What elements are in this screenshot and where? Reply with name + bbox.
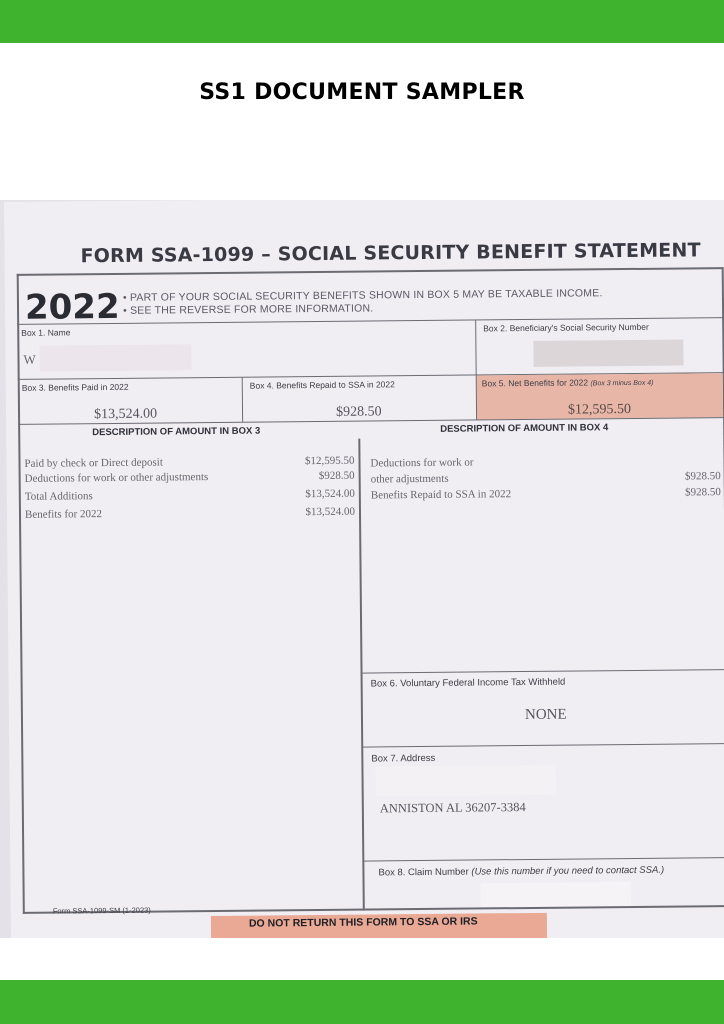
- box6-value: NONE: [524, 706, 567, 724]
- tax-year: 2022: [24, 286, 120, 328]
- bottom-green-band: [0, 980, 724, 1024]
- name-redaction: [39, 344, 191, 371]
- box7-value: ANNISTON AL 36207-3384: [379, 800, 526, 816]
- ssn-redaction: [533, 339, 683, 366]
- form-paper: [4, 200, 724, 938]
- box2-label: Box 2. Beneficiary's Social Security Number: [483, 321, 649, 334]
- notice-line-1: • PART OF YOUR SOCIAL SECURITY BENEFITS SHOWN IN BOX 5 MAY BE TAXABLE INCOME.: [122, 287, 603, 304]
- desc3-row-label: Paid by check or Direct deposit: [24, 456, 163, 470]
- box7-top-line: [361, 743, 724, 748]
- page-heading: SS1 DOCUMENT SAMPLER: [199, 80, 525, 105]
- box8-label: [378, 865, 664, 879]
- box8-top-line: [362, 857, 724, 862]
- claim-number-redaction: [481, 882, 631, 907]
- footer-warning: DO NOT RETURN THIS FORM TO SSA OR IRS: [248, 915, 478, 930]
- desc4-row-value: $928.50: [684, 470, 721, 483]
- desc3-row-value: $928.50: [318, 469, 355, 482]
- form-title: FORM SSA-1099 – SOCIAL SECURITY BENEFIT STATEMENT: [80, 239, 701, 268]
- desc-column-divider: [358, 439, 364, 911]
- desc3-row-value: $13,524.00: [305, 505, 356, 519]
- desc3-row-label: Total Additions: [24, 490, 93, 503]
- box5-label-text: Box 5. Net Benefits for 2022: [481, 377, 589, 389]
- form-photo: [0, 200, 724, 938]
- box1-value: W: [23, 351, 36, 367]
- box3-box4-divider: [242, 378, 243, 422]
- address-redaction: [375, 765, 555, 797]
- box3-label: Box 3. Benefits Paid in 2022: [21, 381, 129, 393]
- box1-label: Box 1. Name: [21, 327, 71, 338]
- box5-label: [482, 377, 654, 389]
- desc3-row-label: Deductions for work or other adjustments: [24, 471, 209, 485]
- box6-top-line: [361, 669, 724, 674]
- desc3-row-label: Benefits for 2022: [24, 508, 103, 521]
- box5-value: $12,595.50: [567, 401, 632, 418]
- desc3-heading: DESCRIPTION OF AMOUNT IN BOX 3: [92, 425, 261, 439]
- desc4-row-label: other adjustments: [370, 472, 449, 486]
- top-green-band: [0, 0, 724, 43]
- box3-value: $13,524.00: [93, 406, 158, 423]
- box8-label-text: Box 8. Claim Number: [378, 866, 469, 879]
- notice-line-2: • SEE THE REVERSE FOR MORE INFORMATION.: [122, 302, 374, 317]
- box7-label: Box 7. Address: [371, 752, 436, 765]
- frame-top: [17, 267, 723, 275]
- desc3-row-value: $12,595.50: [304, 454, 355, 468]
- frame-left: [17, 274, 25, 914]
- desc4-row-value: $928.50: [685, 486, 721, 499]
- desc4-heading: DESCRIPTION OF AMOUNT IN BOX 4: [440, 422, 609, 435]
- box4-value: $928.50: [335, 404, 382, 420]
- box4-label: Box 4. Benefits Repaid to SSA in 2022: [249, 379, 395, 391]
- desc4-row-label: Deductions for work or: [370, 456, 474, 470]
- box5-label-note: (Box 3 minus Box 4): [590, 379, 654, 388]
- desc4-row-label: Benefits Repaid to SSA in 2022: [370, 488, 512, 502]
- box6-label: Box 6. Voluntary Federal Income Tax Withheld: [370, 676, 566, 690]
- box1-box2-divider: [475, 319, 477, 375]
- box8-label-note: (Use this number if you need to contact SSA.): [471, 864, 665, 878]
- form-number: Form SSA-1099-SM (1-2023): [52, 905, 151, 916]
- desc3-row-value: $13,524.00: [305, 487, 355, 501]
